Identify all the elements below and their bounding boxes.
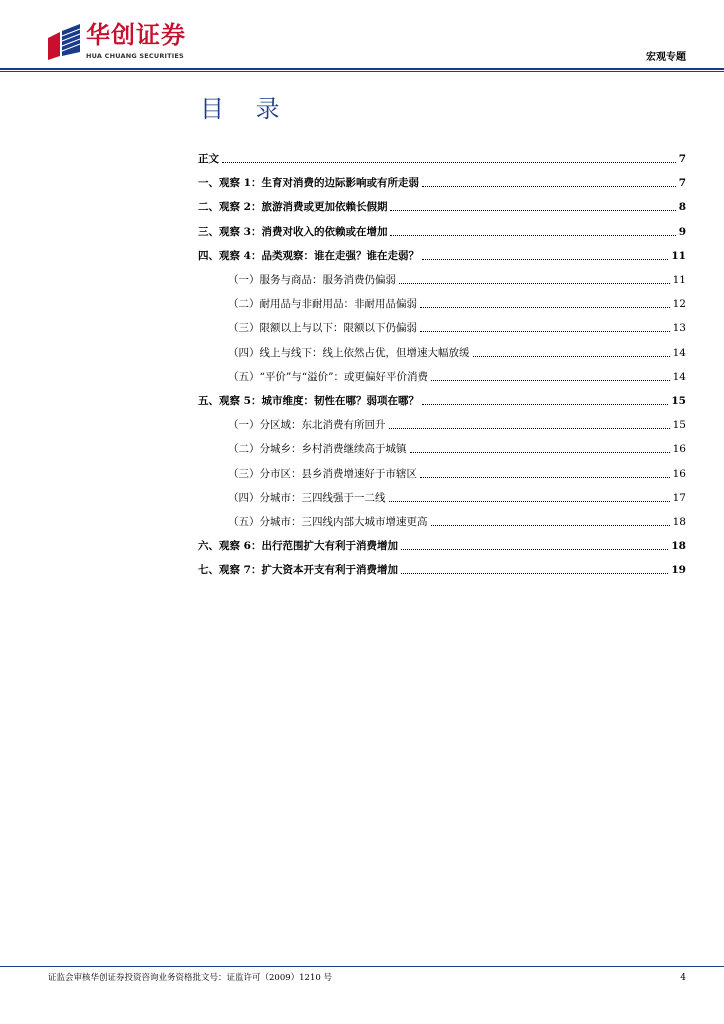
toc-entry-title: （二）耐用品与非耐用品：非耐用品偏弱	[228, 298, 417, 311]
toc-entry-title: （五）分城市：三四线内部大城市增速更高	[228, 516, 428, 528]
toc-entry-page: 11	[671, 249, 686, 262]
toc-entry[interactable]	[198, 148, 686, 166]
toc-entry-page: 17	[672, 491, 686, 504]
toc-leader-dots	[389, 500, 670, 502]
toc-entry-page: 11	[672, 274, 686, 286]
toc-title: 目 录	[200, 95, 292, 123]
toc-entry-title: （四）线上与线下：线上依然占优，但增速大幅放缓	[228, 346, 470, 359]
toc-leader-dots	[222, 161, 676, 163]
page-number: 4	[680, 973, 686, 983]
toc-leader-dots	[422, 258, 668, 260]
toc-entry-page: 19	[671, 564, 686, 577]
toc-entry-title: 五、观察 5：城市维度：韧性在哪？弱项在哪？	[198, 395, 419, 407]
toc-entry-title: （二）分城乡：乡村消费继续高于城镇	[228, 443, 407, 456]
brand-name-cn: 华创证券	[86, 21, 186, 49]
toc-leader-dots	[410, 451, 670, 453]
toc-entry[interactable]	[198, 390, 686, 408]
toc-leader-dots	[422, 185, 676, 187]
toc-leader-dots	[390, 234, 675, 236]
toc-entry-title: （三）限额以上与以下：限额以下仍偏弱	[228, 322, 417, 335]
toc-entry[interactable]	[198, 245, 686, 263]
toc-entry-title: 三、观察 3：消费对收入的依赖或在增加	[198, 225, 388, 238]
toc-entry-title: （五）“平价”与“溢价”：或更偏好平价消费	[228, 370, 428, 383]
toc-entry-title: （四）分城市：三四线强于一二线	[228, 491, 386, 504]
report-type-label: 宏观专题	[646, 52, 686, 63]
toc-entry-title: 正文	[198, 153, 219, 165]
toc-leader-dots	[422, 403, 668, 405]
page-header	[0, 0, 724, 72]
brand-name-en: HUA CHUANG SECURITIES	[86, 52, 184, 60]
toc-entry-page: 9	[678, 225, 686, 238]
toc-leader-dots	[420, 306, 670, 308]
toc-entry[interactable]	[228, 487, 686, 505]
toc-entry-title: 一、观察 1：生育对消费的边际影响或有所走弱	[198, 177, 419, 190]
toc-entry[interactable]	[228, 317, 686, 335]
toc-entry[interactable]	[198, 221, 686, 239]
toc-leader-dots	[420, 330, 670, 332]
header-divider	[0, 68, 724, 70]
toc-entry-page: 13	[672, 322, 686, 335]
toc-entry-page: 18	[671, 540, 686, 553]
footer-license-text: 证监会审核华创证券投资咨询业务资格批文号：证监许可（2009）1210 号	[48, 973, 332, 983]
toc-entry[interactable]	[198, 196, 686, 214]
header-divider-thin	[0, 71, 724, 72]
toc-entry-title: 四、观察 4：品类观察：谁在走强？谁在走弱？	[198, 249, 419, 262]
toc-entry-page: 16	[672, 467, 686, 480]
footer-divider	[0, 966, 724, 967]
toc-entry-title: 二、观察 2：旅游消费或更加依赖长假期	[198, 201, 388, 214]
toc-entry-page: 16	[672, 443, 686, 456]
toc-entry-page: 15	[671, 395, 686, 407]
toc-leader-dots	[401, 548, 668, 550]
toc-entry[interactable]	[198, 559, 686, 577]
toc-entry[interactable]	[228, 414, 686, 432]
toc-leader-dots	[431, 379, 670, 381]
toc-entry[interactable]	[228, 366, 686, 384]
huachuang-logo-icon	[46, 24, 82, 62]
toc-entry-title: （三）分市区：县乡消费增速好于市辖区	[228, 467, 417, 480]
toc-entry-title: （一）服务与商品：服务消费仍偏弱	[228, 274, 396, 286]
toc-leader-dots	[399, 282, 670, 284]
toc-entry-page: 7	[678, 177, 686, 190]
toc-leader-dots	[420, 476, 670, 478]
toc-leader-dots	[390, 209, 675, 211]
toc-entry-page: 12	[672, 298, 686, 311]
toc-entry[interactable]	[198, 535, 686, 553]
toc-entry[interactable]	[198, 172, 686, 190]
toc-leader-dots	[401, 572, 668, 574]
toc-entry[interactable]	[228, 438, 686, 456]
toc-entry-title: 六、观察 6：出行范围扩大有利于消费增加	[198, 540, 398, 553]
toc-entry-page: 18	[672, 516, 686, 528]
toc-entry-page: 14	[672, 370, 686, 383]
toc-leader-dots	[473, 355, 670, 357]
toc-entry-page: 15	[672, 419, 686, 432]
toc-entry-page: 8	[678, 201, 686, 214]
toc-entry-title: （一）分区域：东北消费有所回升	[228, 419, 386, 432]
toc-entry-page: 7	[678, 153, 686, 165]
toc-entry-page: 14	[672, 346, 686, 359]
toc-entry[interactable]	[228, 342, 686, 360]
toc-leader-dots	[431, 524, 670, 526]
toc-entry[interactable]	[228, 293, 686, 311]
toc-entry[interactable]	[228, 269, 686, 287]
toc-entry[interactable]	[228, 511, 686, 529]
toc-leader-dots	[389, 427, 670, 429]
toc-entry[interactable]	[228, 463, 686, 481]
toc-entry-title: 七、观察 7：扩大资本开支有利于消费增加	[198, 564, 398, 577]
